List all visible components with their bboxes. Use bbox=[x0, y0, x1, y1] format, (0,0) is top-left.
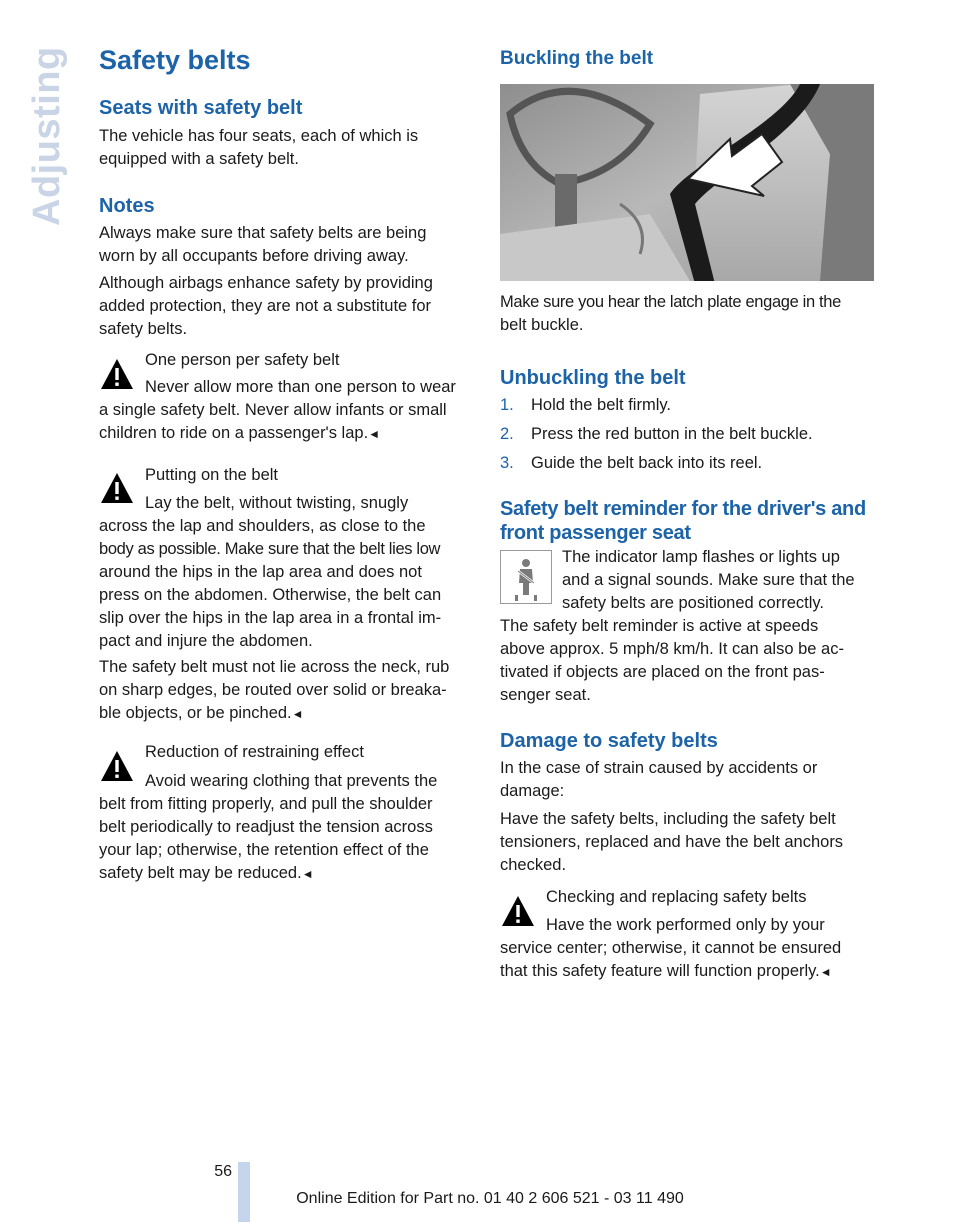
end-mark: ◄ bbox=[819, 965, 832, 979]
text-line: belt from fitting properly, and pull the shoulder bbox=[99, 795, 433, 813]
warning-title-one-person: One person per safety belt bbox=[145, 351, 340, 369]
text-line: equipped with a safety belt. bbox=[99, 150, 299, 168]
text-line: tensioners, replaced and have the belt anchors bbox=[500, 833, 844, 851]
warning-body-restraining-effect bbox=[99, 770, 473, 886]
heading-damage-to-safety-belts: Damage to safety belts bbox=[500, 730, 718, 752]
heading-unbuckling-the-belt: Unbuckling the belt bbox=[500, 367, 686, 389]
text-line: The safety belt must not lie across the neck, rub bbox=[99, 658, 450, 676]
warning-body-putting-on-belt bbox=[99, 492, 473, 726]
text-line: Never allow more than one person to wear bbox=[145, 378, 456, 396]
heading-seats-with-safety-belt: Seats with safety belt bbox=[99, 97, 303, 119]
text-span: children to ride on a passenger's lap. bbox=[99, 424, 369, 442]
text-line: and a signal sounds. Make sure that the bbox=[562, 571, 855, 589]
warning-body-checking-replacing bbox=[500, 914, 874, 984]
text-line bbox=[500, 960, 874, 984]
paragraph-notes-2 bbox=[99, 272, 473, 341]
list-number: 1. bbox=[500, 396, 514, 414]
page-title: Safety belts bbox=[99, 45, 251, 75]
text-line bbox=[99, 422, 473, 446]
text-line: added protection, they are not a substitute for bbox=[99, 297, 432, 315]
text-line: above approx. 5 mph/8 km/h. It can also be ac- bbox=[500, 640, 844, 658]
text-line: a single safety belt. Never allow infants or small bbox=[99, 401, 447, 419]
warning-title-restraining-effect: Reduction of restraining effect bbox=[145, 743, 364, 761]
paragraph-reminder bbox=[500, 546, 874, 707]
text-line: press on the abdomen. Otherwise, the belt can bbox=[99, 586, 442, 604]
section-side-tab-label: Adjusting bbox=[26, 46, 68, 226]
text-line: your lap; otherwise, the retention effect of the bbox=[99, 841, 429, 859]
text-line: across the lap and shoulders, as close to the bbox=[99, 517, 426, 535]
list-number: 3. bbox=[500, 454, 514, 472]
text-line: In the case of strain caused by accidents or bbox=[500, 759, 818, 777]
list-text: Hold the belt firmly. bbox=[531, 396, 671, 414]
text-line: pact and injure the abdomen. bbox=[99, 632, 313, 650]
text-span: that this safety feature will function properly. bbox=[500, 962, 820, 980]
text-line: Avoid wearing clothing that prevents the bbox=[145, 772, 438, 790]
heading-safety-belt-reminder bbox=[500, 497, 866, 545]
end-mark: ◄ bbox=[368, 427, 381, 441]
text-line: worn by all occupants before driving away. bbox=[99, 247, 409, 265]
text-line: on sharp edges, be routed over solid or breaka- bbox=[99, 681, 447, 699]
paragraph-seats bbox=[99, 125, 473, 171]
text-line: Lay the belt, without twisting, snugly bbox=[145, 494, 409, 512]
text-line: Always make sure that safety belts are being bbox=[99, 224, 427, 242]
text-line: service center; otherwise, it cannot be ensured bbox=[500, 939, 842, 957]
text-line: safety belts are positioned correctly. bbox=[562, 594, 824, 612]
text-line: Although airbags enhance safety by providing bbox=[99, 274, 433, 292]
section-side-tab bbox=[22, 40, 68, 230]
paragraph-damage-1 bbox=[500, 757, 874, 803]
warning-body-one-person bbox=[99, 376, 473, 446]
text-line: The vehicle has four seats, each of which is bbox=[99, 127, 419, 145]
text-line: The safety belt reminder is active at speeds bbox=[500, 617, 819, 635]
paragraph-buckling bbox=[500, 291, 874, 337]
text-line bbox=[99, 702, 473, 726]
footer-edition-text: Online Edition for Part no. 01 40 2 606 521 - 03 11 490 bbox=[296, 1190, 684, 1207]
page-number: 56 bbox=[214, 1163, 232, 1180]
text-line: Have the safety belts, including the safety belt bbox=[500, 810, 836, 828]
text-line: senger seat. bbox=[500, 686, 591, 704]
text-line: body as possible. Make sure that the belt lies low bbox=[99, 540, 441, 558]
text-line: checked. bbox=[500, 856, 567, 874]
text-line: The indicator lamp flashes or lights up bbox=[562, 548, 840, 566]
warning-title-checking-replacing: Checking and replacing safety belts bbox=[546, 888, 807, 906]
text-line: safety belts. bbox=[99, 320, 188, 338]
text-span: safety belt may be reduced. bbox=[99, 864, 302, 882]
paragraph-damage-2 bbox=[500, 808, 874, 877]
end-mark: ◄ bbox=[301, 867, 314, 881]
heading-notes: Notes bbox=[99, 195, 155, 217]
text-line: slip over the hips in the lap area in a frontal im- bbox=[99, 609, 442, 627]
warning-title-putting-on-belt: Putting on the belt bbox=[145, 466, 279, 484]
text-line: around the hips in the lap area and does not bbox=[99, 563, 422, 581]
text-line: belt buckle. bbox=[500, 316, 584, 334]
text-line: tivated if objects are placed on the front pas- bbox=[500, 663, 825, 681]
list-text: Guide the belt back into its reel. bbox=[531, 454, 763, 472]
list-number: 2. bbox=[500, 425, 514, 443]
list-text: Press the red button in the belt buckle. bbox=[531, 425, 813, 443]
text-span: ble objects, or be pinched. bbox=[99, 704, 292, 722]
heading-line: Safety belt reminder for the driver's and bbox=[500, 498, 866, 520]
end-mark: ◄ bbox=[291, 707, 304, 721]
text-line: belt periodically to readjust the tension across bbox=[99, 818, 433, 836]
text-line: Have the work performed only by your bbox=[546, 916, 825, 934]
heading-line: front passenger seat bbox=[500, 522, 691, 544]
belt-buckle-photo bbox=[500, 84, 874, 281]
text-line: damage: bbox=[500, 782, 565, 800]
text-line bbox=[99, 862, 473, 886]
text-line: Make sure you hear the latch plate engage in the bbox=[500, 293, 841, 311]
heading-buckling-the-belt: Buckling the belt bbox=[500, 48, 654, 69]
paragraph-notes-1 bbox=[99, 222, 473, 268]
